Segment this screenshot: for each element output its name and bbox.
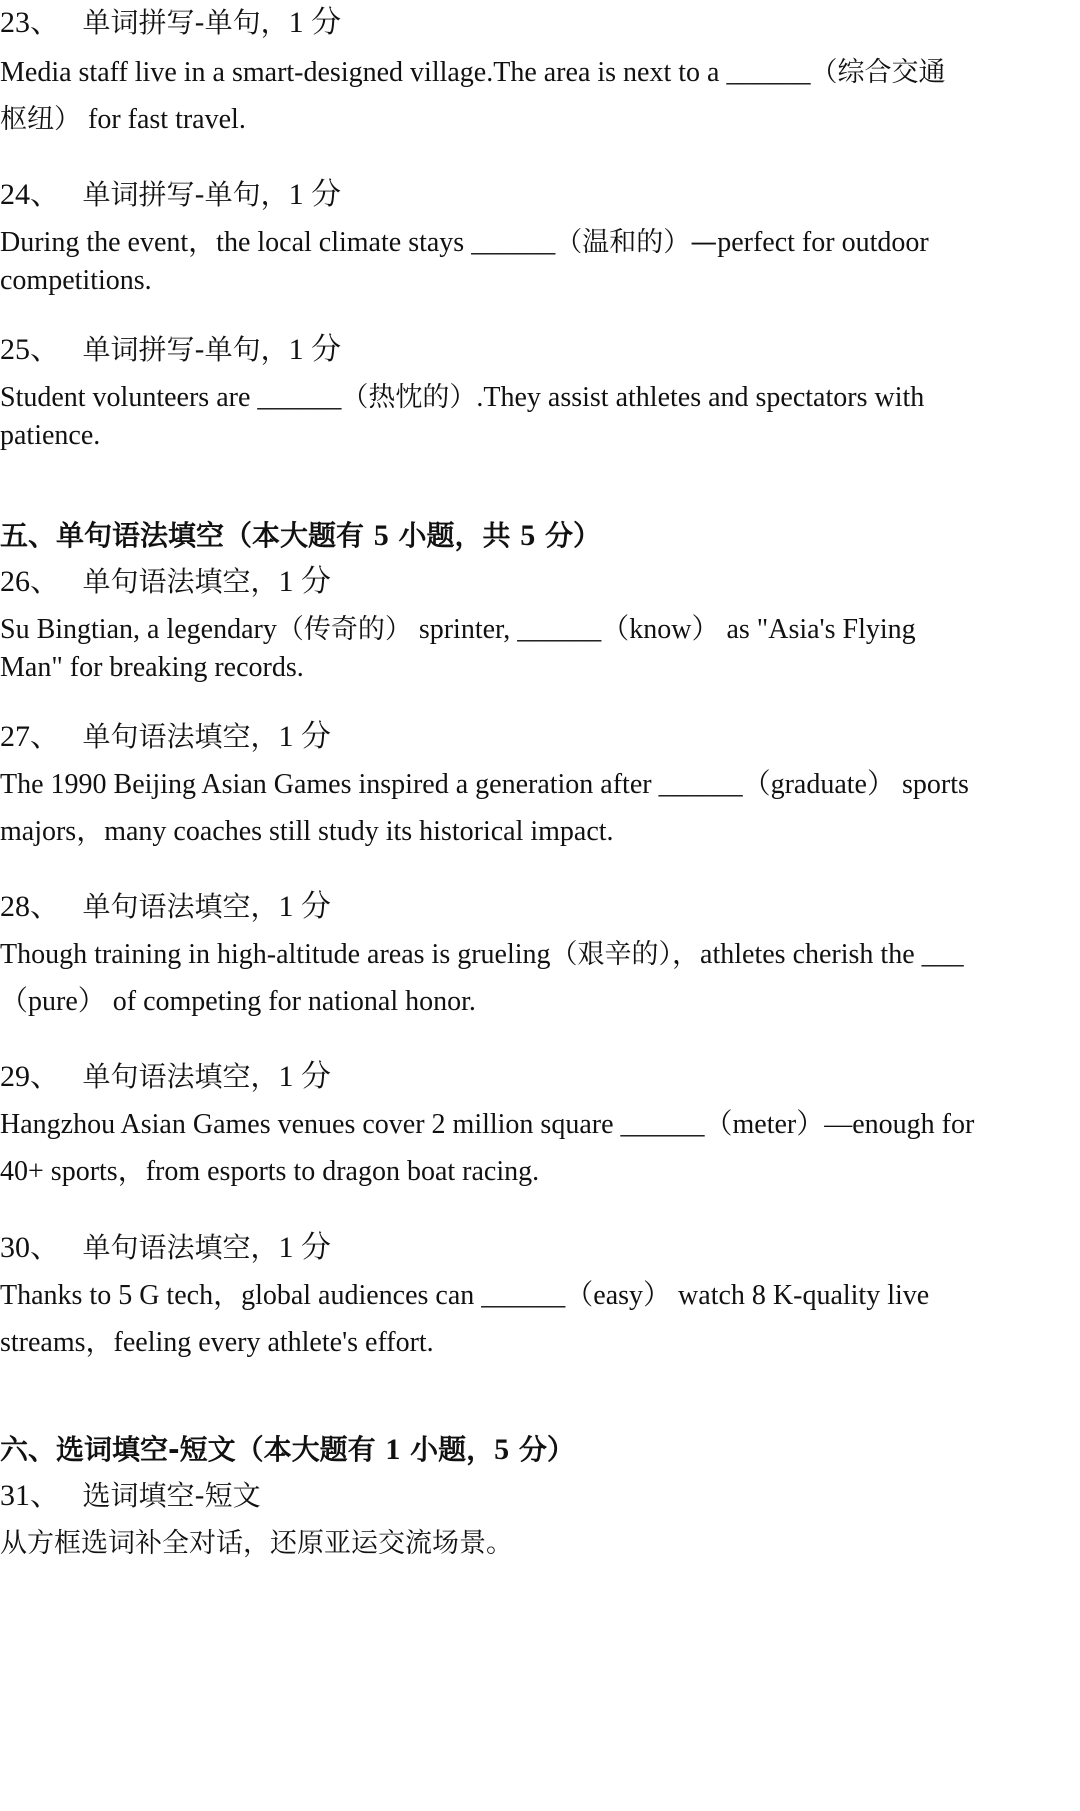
question-25-text	[0, 379, 1078, 455]
question-score: 1 分	[278, 720, 332, 753]
sentence-part: （meter）—enough for	[704, 1109, 975, 1140]
question-31-header	[0, 1477, 261, 1515]
question-25-header	[0, 331, 341, 369]
question-24-header	[0, 176, 341, 214]
answer-blank[interactable]: ______	[257, 382, 342, 413]
section-title: 分）	[535, 519, 601, 552]
question-29-header	[0, 1058, 331, 1096]
question-type: 单句语法填空，	[82, 1231, 279, 1264]
question-score: 1 分	[288, 178, 342, 211]
question-28-text	[0, 936, 1078, 1021]
question-number: 24、	[0, 178, 60, 211]
sentence-part: for fast travel.	[81, 104, 246, 135]
sentence-part: Student volunteers are	[0, 382, 258, 413]
sentence-part: streams，feeling every athlete's effort.	[0, 1327, 434, 1358]
question-27-header	[0, 718, 331, 756]
sentence-part: （know） as "Asia's Flying	[601, 614, 916, 645]
question-number: 29、	[0, 1060, 60, 1093]
question-type: 单句语法填空，	[82, 1060, 279, 1093]
section-six-heading	[0, 1431, 575, 1469]
sentence-part: Media staff live in a smart-designed village.The area is next to a	[0, 57, 727, 88]
sentence-part: （pure） of competing for national honor.	[0, 986, 476, 1017]
question-type: 单词拼写-单句，	[82, 333, 289, 366]
section-title: 小题，共	[388, 519, 521, 552]
sentence-part: .They assist athletes and spectators with	[476, 382, 925, 413]
answer-blank[interactable]: ______	[726, 57, 811, 88]
question-30-text	[0, 1277, 1078, 1362]
section-points: 5	[494, 1433, 510, 1466]
sentence-part: 40+ sports，from esports to dragon boat racing.	[0, 1156, 540, 1187]
sentence-part: sprinter,	[411, 614, 518, 645]
sentence-part: During the event，the local climate stays	[0, 227, 472, 258]
question-number: 25、	[0, 333, 60, 366]
question-number: 28、	[0, 890, 60, 923]
question-score: 1 分	[278, 1060, 332, 1093]
section-five-heading	[0, 517, 601, 555]
chinese-hint: （综合交通	[810, 57, 946, 88]
sentence-part: Though training in high-altitude areas is grueling	[0, 939, 551, 970]
answer-blank[interactable]: ______	[517, 614, 602, 645]
section-title: 小题，	[400, 1433, 495, 1466]
sentence-part: （graduate） sports	[742, 769, 969, 800]
answer-blank[interactable]: ______	[471, 227, 556, 258]
question-number: 23、	[0, 6, 60, 39]
question-26-header	[0, 563, 331, 601]
question-30-header	[0, 1229, 331, 1267]
answer-blank[interactable]: ______	[481, 1280, 566, 1311]
question-score: 1 分	[278, 1231, 332, 1264]
sentence-part: Thanks to 5 G tech，global audiences can	[0, 1280, 482, 1311]
section-points: 5	[520, 519, 536, 552]
answer-blank[interactable]: ______	[620, 1109, 705, 1140]
question-26-text	[0, 611, 1078, 687]
section-count: 1	[385, 1433, 401, 1466]
question-number: 30、	[0, 1231, 60, 1264]
sentence-part: Su Bingtian, a legendary	[0, 614, 277, 645]
question-type: 单词拼写-单句，	[82, 6, 289, 39]
sentence-part: competitions.	[0, 265, 152, 296]
question-number: 26、	[0, 565, 60, 598]
question-24-text	[0, 224, 1078, 300]
question-23-text	[0, 54, 1078, 139]
question-type: 选词填空-短文	[82, 1479, 261, 1512]
chinese-hint: （传奇的）	[276, 614, 412, 645]
section-title: 六、选词填空-短文（本大题有	[0, 1433, 386, 1466]
question-type: 单句语法填空，	[82, 720, 279, 753]
question-29-text	[0, 1106, 1078, 1191]
question-28-header	[0, 888, 331, 926]
instruction-text: 从方框选词补全对话，还原亚运交流场景。	[0, 1528, 513, 1559]
chinese-hint: 枢纽）	[0, 104, 81, 135]
section-title: 五、单句语法填空（本大题有	[0, 519, 374, 552]
sentence-part: Hangzhou Asian Games venues cover 2 million square	[0, 1109, 621, 1140]
question-number: 27、	[0, 720, 60, 753]
sentence-part: （easy） watch 8 K-quality live	[565, 1280, 930, 1311]
answer-blank[interactable]: ___	[921, 939, 964, 970]
question-type: 单句语法填空，	[82, 890, 279, 923]
question-score: 1 分	[278, 890, 332, 923]
question-score: 1 分	[288, 333, 342, 366]
chinese-hint: （艰辛的）	[550, 939, 673, 970]
section-count: 5	[373, 519, 389, 552]
sentence-part: ，athletes cherish the	[672, 939, 922, 970]
question-type: 单词拼写-单句，	[82, 178, 289, 211]
section-title: 分）	[509, 1433, 575, 1466]
question-number: 31、	[0, 1479, 60, 1512]
answer-blank[interactable]: ______	[658, 769, 743, 800]
question-score: 1 分	[278, 565, 332, 598]
sentence-part: perfect for outdoor	[717, 227, 929, 258]
question-31-text	[0, 1525, 1078, 1563]
sentence-part: patience.	[0, 420, 101, 451]
question-type: 单句语法填空，	[82, 565, 279, 598]
question-27-text	[0, 766, 1078, 851]
sentence-part: majors，many coaches still study its historical impact.	[0, 816, 614, 847]
sentence-part: The 1990 Beijing Asian Games inspired a generation after	[0, 769, 659, 800]
question-score: 1 分	[288, 6, 342, 39]
chinese-hint: （温和的）—	[555, 227, 718, 258]
sentence-part: Man" for breaking records.	[0, 652, 304, 683]
chinese-hint: （热忱的）	[341, 382, 477, 413]
question-23-header	[0, 4, 341, 42]
